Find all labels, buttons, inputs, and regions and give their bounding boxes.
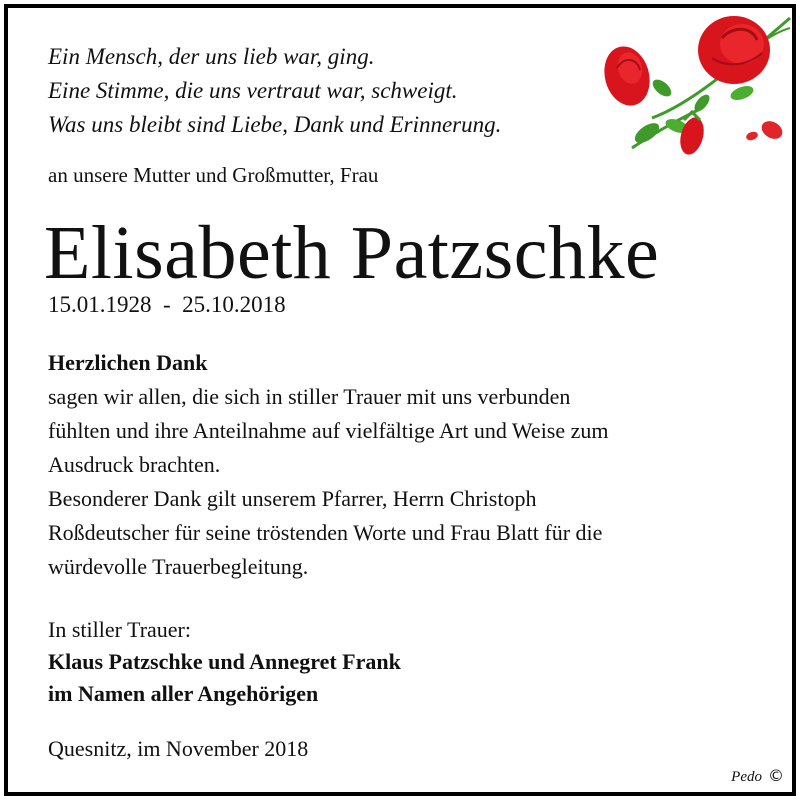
place-date: Quesnitz, im November 2018 bbox=[48, 736, 309, 761]
life-dates: 15.01.1928 - 25.10.2018 bbox=[48, 292, 286, 317]
mourners-section bbox=[48, 614, 401, 710]
roses-icon bbox=[592, 8, 792, 178]
thanks-heading: Herzlichen Dank bbox=[48, 350, 208, 375]
thanks-line: Ausdruck brachten. bbox=[48, 452, 221, 477]
thanks-line: fühlten und ihre Anteilnahme auf vielfältige Art und Weise zum bbox=[48, 418, 609, 443]
poem-line: Eine Stimme, die uns vertraut war, schweigt. bbox=[48, 78, 458, 103]
poem bbox=[48, 40, 501, 142]
signature-text: Pedo bbox=[731, 769, 762, 785]
obituary-notice bbox=[4, 4, 796, 796]
intro-text: an unsere Mutter und Großmutter, Frau bbox=[48, 163, 379, 187]
mourners-label: In stiller Trauer: bbox=[48, 617, 191, 642]
thanks-line: Roßdeutscher für seine tröstenden Worte und Frau Blatt für die bbox=[48, 520, 603, 545]
copyright-icon: © bbox=[768, 766, 784, 785]
thanks-line: Besonderer Dank gilt unserem Pfarrer, Herrn Christoph bbox=[48, 486, 537, 511]
thanks-line: sagen wir allen, die sich in stiller Trauer mit uns verbunden bbox=[48, 384, 571, 409]
thanks-line: würdevolle Trauerbegleitung. bbox=[48, 554, 309, 579]
poem-line: Ein Mensch, der uns lieb war, ging. bbox=[48, 44, 375, 69]
poem-line: Was uns bleibt sind Liebe, Dank und Erinnerung. bbox=[48, 112, 502, 137]
mourners-names: Klaus Patzschke und Annegret Frank bbox=[48, 649, 401, 674]
deceased-name: Elisabeth Patzschke bbox=[44, 211, 660, 295]
thanks-section bbox=[48, 346, 609, 584]
designer-signature bbox=[731, 766, 784, 786]
mourners-relatives: im Namen aller Angehörigen bbox=[48, 681, 319, 706]
